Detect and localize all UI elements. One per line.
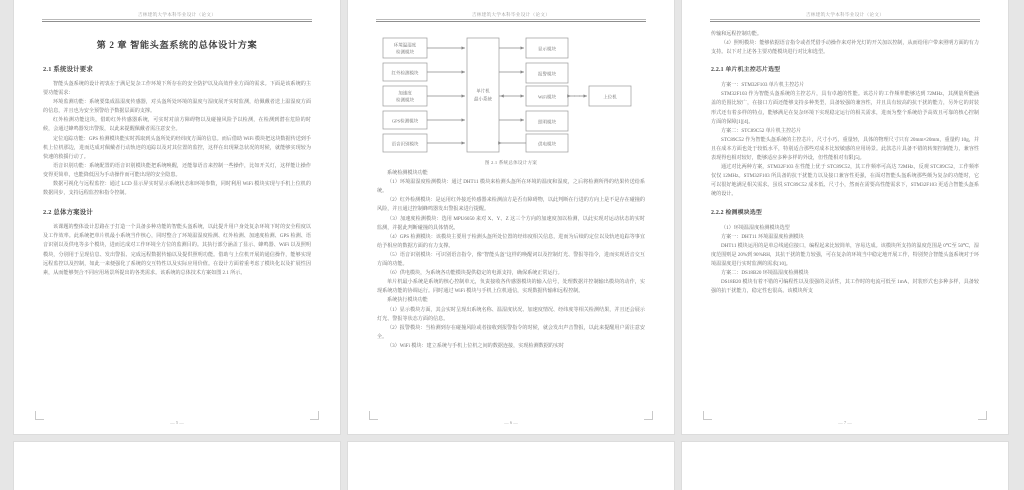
paragraph: STM32F103 作为智能头盔系统的主控芯片，具有卓越的性能。该芯片的工作频率能够达到 72MHz，其测量所能涵盖的范围比较广，在接口方面还能够支持多种类型，具备较强的兼容性，并且具有较高的抗干扰的能力，另外它的封装形式还有着多样的特点，能够满足在复杂环境下实现稳定运行的相关需求，进而为整个系统给予高效且可靠的核心控制方面的保障[1][4]。: [711, 91, 979, 125]
diagram-label-input-2b: 检测模块: [396, 97, 414, 103]
document-page-7[interactable]: [682, 0, 1008, 434]
paragraph: 通过对比两种方案，STM32F103 在性能上优于 STC89C52，其工作频率可高达 72MHz，反观 STC89C52，工作频率仅仅 12MHz。STM32F103 所具备的抗干扰能力以及接口兼容性更强，在面对智能头盔系统那些颇为复杂的功能时，它可以很好地满足相关需求。虽说 STC89C52 成本低、尺寸小，然而在需要高性能需求下，STM32F103 更适合智能头盔系统的设计。: [711, 164, 979, 198]
crop-mark-bottom-right: [310, 411, 319, 420]
paragraph: 定位追踪功能：GPS 检测模块能实时抓取到头盔所处的经纬度方面的信息。而后借助 WiFi 模块把这块数据传送到手机上位机那边，进而达成对佩戴者行动轨迹的追踪以及对其位置的监控，这样在出现紧急状况的时候，就能够实现较为快速的救援行动了。: [43, 135, 311, 160]
page-header: [710, 11, 980, 22]
section-heading-2-2-1: 2.2.1 单片机主控芯片选型: [711, 67, 781, 74]
paragraph: 红外检测功能这块，借助红外传感器系统，可实时对前方障碍物以及碰撞风险予以检测，在检测到潜在危险的时候，会通过蜂鸣器发出警报，以此来提醒佩戴者需注意安全。: [43, 117, 311, 133]
document-page-5[interactable]: [14, 0, 340, 434]
paragraph: STC89C52 作为智能头盔系统的主控芯片，尺寸小巧，重量轻，具体的物理尺寸只有 20mm×20mm，重量约 10g，并且在成本方面也处于较低水平，特别适合那些对成本比较敏感的应用场景。此款芯片具备不错的转架控制能力，兼容性表现得也相对较好，能够适应多种多样的外设，但性能相对有限[5]。: [711, 136, 979, 162]
crop-mark-bottom-left: [369, 411, 378, 420]
paragraph: （2）红外检测模块：是运用红外接近传感器来检测前方是否有障碍物，以此判断在行进的方向上是不是存在碰撞的风险，并且通过控制蜂鸣器发出警报来进行提醒。: [377, 197, 645, 213]
paragraph: 环境监测功能：系统要集成温湿度传感器，对头盔所处环境的温度与湿度展开实时监测，给佩戴者送上温湿度方面的信息，并且也为安全预警给予数据层面的支撑。: [43, 99, 311, 115]
page-body: [43, 30, 311, 408]
diagram-label-output-4: 供电模块: [538, 141, 556, 147]
paragraph: （3）加速度检测模块：选用 MPU6050 来对 X、Y、Z 这三个方向的加速度加以检测，以此实现对运动状态的实时监测，并据此判断碰撞的具体情况。: [377, 215, 645, 231]
section-heading-2-2-2: 2.2.2 检测模块选型: [711, 209, 762, 216]
diagram-label-input-0b: 检测模块: [396, 49, 414, 55]
inline-heading: 系统检测模块功能: [387, 170, 428, 177]
document-page-next-2[interactable]: [348, 442, 674, 490]
paragraph: （1）显示模块方面，其会实时呈现出系统名称、温湿度状况、加速度情况、经纬度等相关检测结果，并且还会展示灯光、警报等状态方面的信息。: [377, 306, 645, 322]
page-body: [377, 30, 645, 408]
section-heading-2-2: 2.2 总体方案设计: [43, 209, 93, 217]
page-header-rule: [42, 19, 312, 22]
diagram-box-core: [467, 38, 499, 152]
figure-caption: 图 2.1 系统总体设计方案: [484, 160, 538, 165]
document-page-next-3[interactable]: [682, 442, 1008, 490]
page-number: — 7 —: [838, 420, 852, 425]
diagram-label-input-2a: 加速度: [398, 90, 412, 96]
diagram-label-output-1: 报警模块: [538, 71, 556, 77]
diagram-box-input-2: [383, 86, 427, 106]
page-body: [711, 30, 979, 408]
diagram-label-core-line2: 最小系统: [474, 96, 492, 102]
paragraph: 智能头盔系统的设计初衷在于满足复杂工作环境下所存在的安全防护以及高效作业方面的需求。下面是该系统的主要功能需求：: [43, 81, 311, 97]
diagram-label-core-line1: 单片机: [476, 88, 490, 94]
page-header-rule: [376, 19, 646, 22]
page-header: [376, 11, 646, 22]
crop-mark-bottom-left: [703, 411, 712, 420]
diagram-label-input-3: GPS检测模块: [391, 118, 419, 124]
paragraph: （4）照明模块：能够依据语音指令或者凭借手动操作来对补光灯的开关加以控制，从而给用户带来照明方面的有力支持。以下对上述各主要功能模块进行对比和选型。: [711, 40, 979, 56]
paragraph: 方案二：STC89C52 单片机主控芯片: [721, 127, 802, 134]
paragraph: 语音识别功能：系统配置的语音识别模块能把系统唤醒，还能靠语音来控制一些操作，比如开关灯，这样能让操作变得更简单，也能降低因为手动操作而可能出现的安全隐患。: [43, 162, 311, 178]
system-block-diagram: [377, 34, 645, 156]
paragraph: （3）WiFi 模块：建立系统与手机上位机之间的数据连接，实现检测数据的实时: [387, 342, 565, 349]
paragraph: 数据可视化与远程监控：通过 LCD 显示屏实时显示系统状态和环境参数，同时利用 WiFi 模块实现与手机上位机的数据同步，支持远程监控和指令控制。: [43, 181, 311, 197]
document-page-next-1[interactable]: [14, 442, 340, 490]
page-row-2: [0, 442, 1024, 490]
paragraph: DS18B20 模块有着不错的可编程性以及很强的灵活性，其工作时的电流可低至 1mA，封装形式也多种多样，具备较强的抗干扰能力，稳定性也很高。该模块所支: [711, 279, 979, 295]
figure-system-architecture: [377, 34, 645, 167]
paragraph: （2）报警模块：当检测到存在碰撞风险或者接收到报警指令的时候，就会发出声音警报，以此来提醒用户需注意安全。: [377, 324, 645, 340]
page-header-rule: [710, 19, 980, 22]
paragraph: 该课题的整体设计思路在于打造一个具备多种功能的智能头盔系统，以此提升用户身处复杂环境下时的安全程度以及工作效率。此系统把单片机最小系统当作核心，同时整合了环境温湿度检测、红外检测、加速度检测、GPS 检测、语音识别以及供电等多个模块，进而达成对工作环境全方位的监测目的。其执行部分涵盖了显示、蜂鸣器、WiFi 以及照明模块，分别用于呈现信息、发出警报、完成远程数据传输以及提供照明功能。借助与上位机开展的通信操作，能够实现远程监控以及控制，如此一来便强化了系统的交互特性以及实际应用价值。在设计方面着重考虑了模块化以及扩展性因素，从而能够契合不同应用场景所提出的各类需求。该系统的总体技术方案如图 2.1 所示。: [43, 224, 311, 276]
crop-mark-bottom-left: [35, 411, 44, 420]
crop-mark-bottom-right: [978, 411, 987, 420]
diagram-svg: [377, 34, 645, 156]
paragraph: 方案一：STM32F103 单片机主控芯片: [721, 82, 805, 89]
paragraph: 单片机最小系统是系统的核心控制单元，负责接收各传感器模块的输入信号，处理数据并控制输出模块的动作，实现系统功能的协调运行。同时通过 WiFi 模块与手机上位机通信，实现数据传输和远程控制。: [377, 279, 645, 295]
page-header-text: 吉林建筑大学本科毕业设计（论文）: [137, 12, 217, 17]
diagram-label-input-1: 红外检测模块: [391, 70, 419, 76]
page-number: — 6 —: [504, 420, 518, 425]
inline-heading: 系统执行模块功能: [387, 297, 428, 304]
document-page-6[interactable]: [348, 0, 674, 434]
diagram-label-output-2: WiFi模块: [537, 94, 557, 100]
diagram-label-input-4: 语音识别模块: [391, 141, 419, 147]
paragraph: 传输和远程控制功能。: [711, 31, 762, 37]
paragraph: （1）环境温湿度检测模块选型: [721, 224, 790, 231]
paragraph: （1）环境温湿度检测模块：通过 DHT11 模块来检测头盔所在环境的温度和湿度，之后将检测所得的结果传送给系统。: [377, 179, 645, 195]
paragraph: （6）供电模块，为系统各功能模块提供稳定的电源支持，确保系统正常运行。: [387, 270, 563, 277]
crop-mark-bottom-right: [644, 411, 653, 420]
page-header: [42, 11, 312, 22]
paragraph: 方案一：DHT11 环境温湿度检测模块: [721, 233, 804, 240]
paragraph: （5）语音识别模块：可识别语音指令，像"智能头盔"这样的唤醒词以及控制灯光、警报等指令，进而实现语音交互方面的功能。: [377, 251, 645, 268]
paragraph: DHT11 模块运用的是单总线通信接口，编程起来比较简单，容易达成。该模块所支持的温度范围是 0℃至 50℃，湿度范围则是 20%到 90%RH，其抗干扰的能力较强，可在复杂的环境当中稳定地开展工作，特别契合智能头盔系统对于环境温湿度进行实时监测的需求[10]。: [711, 242, 979, 267]
section-heading-2-1: 2.1 系统设计要求: [43, 66, 93, 73]
page-header-text: 吉林建筑大学本科毕业设计（论文）: [471, 12, 551, 17]
diagram-label-output-0: 显示模块: [538, 46, 556, 52]
chapter-title: 第 2 章 智能头盔系统的总体设计方案: [96, 40, 258, 50]
page-header-text: 吉林建筑大学本科毕业设计（论文）: [805, 12, 885, 17]
diagram-label-external: 上位机: [603, 94, 617, 100]
paragraph: （4）GPS 检测模块：该模块主要用于检测头盔所处位置的经纬度相关信息，进而为后续的定位以及轨迹追踪等事宜给予相应的数据方面的有力支撑。: [377, 233, 645, 249]
page-number: — 5 —: [170, 420, 184, 425]
paragraph: 方案二：DS18B20 环境温湿度检测模块: [721, 269, 809, 276]
diagram-box-input-0: [383, 38, 427, 58]
diagram-label-input-0a: 环境温湿度: [393, 42, 417, 48]
diagram-label-output-3: 照明模块: [538, 119, 556, 125]
